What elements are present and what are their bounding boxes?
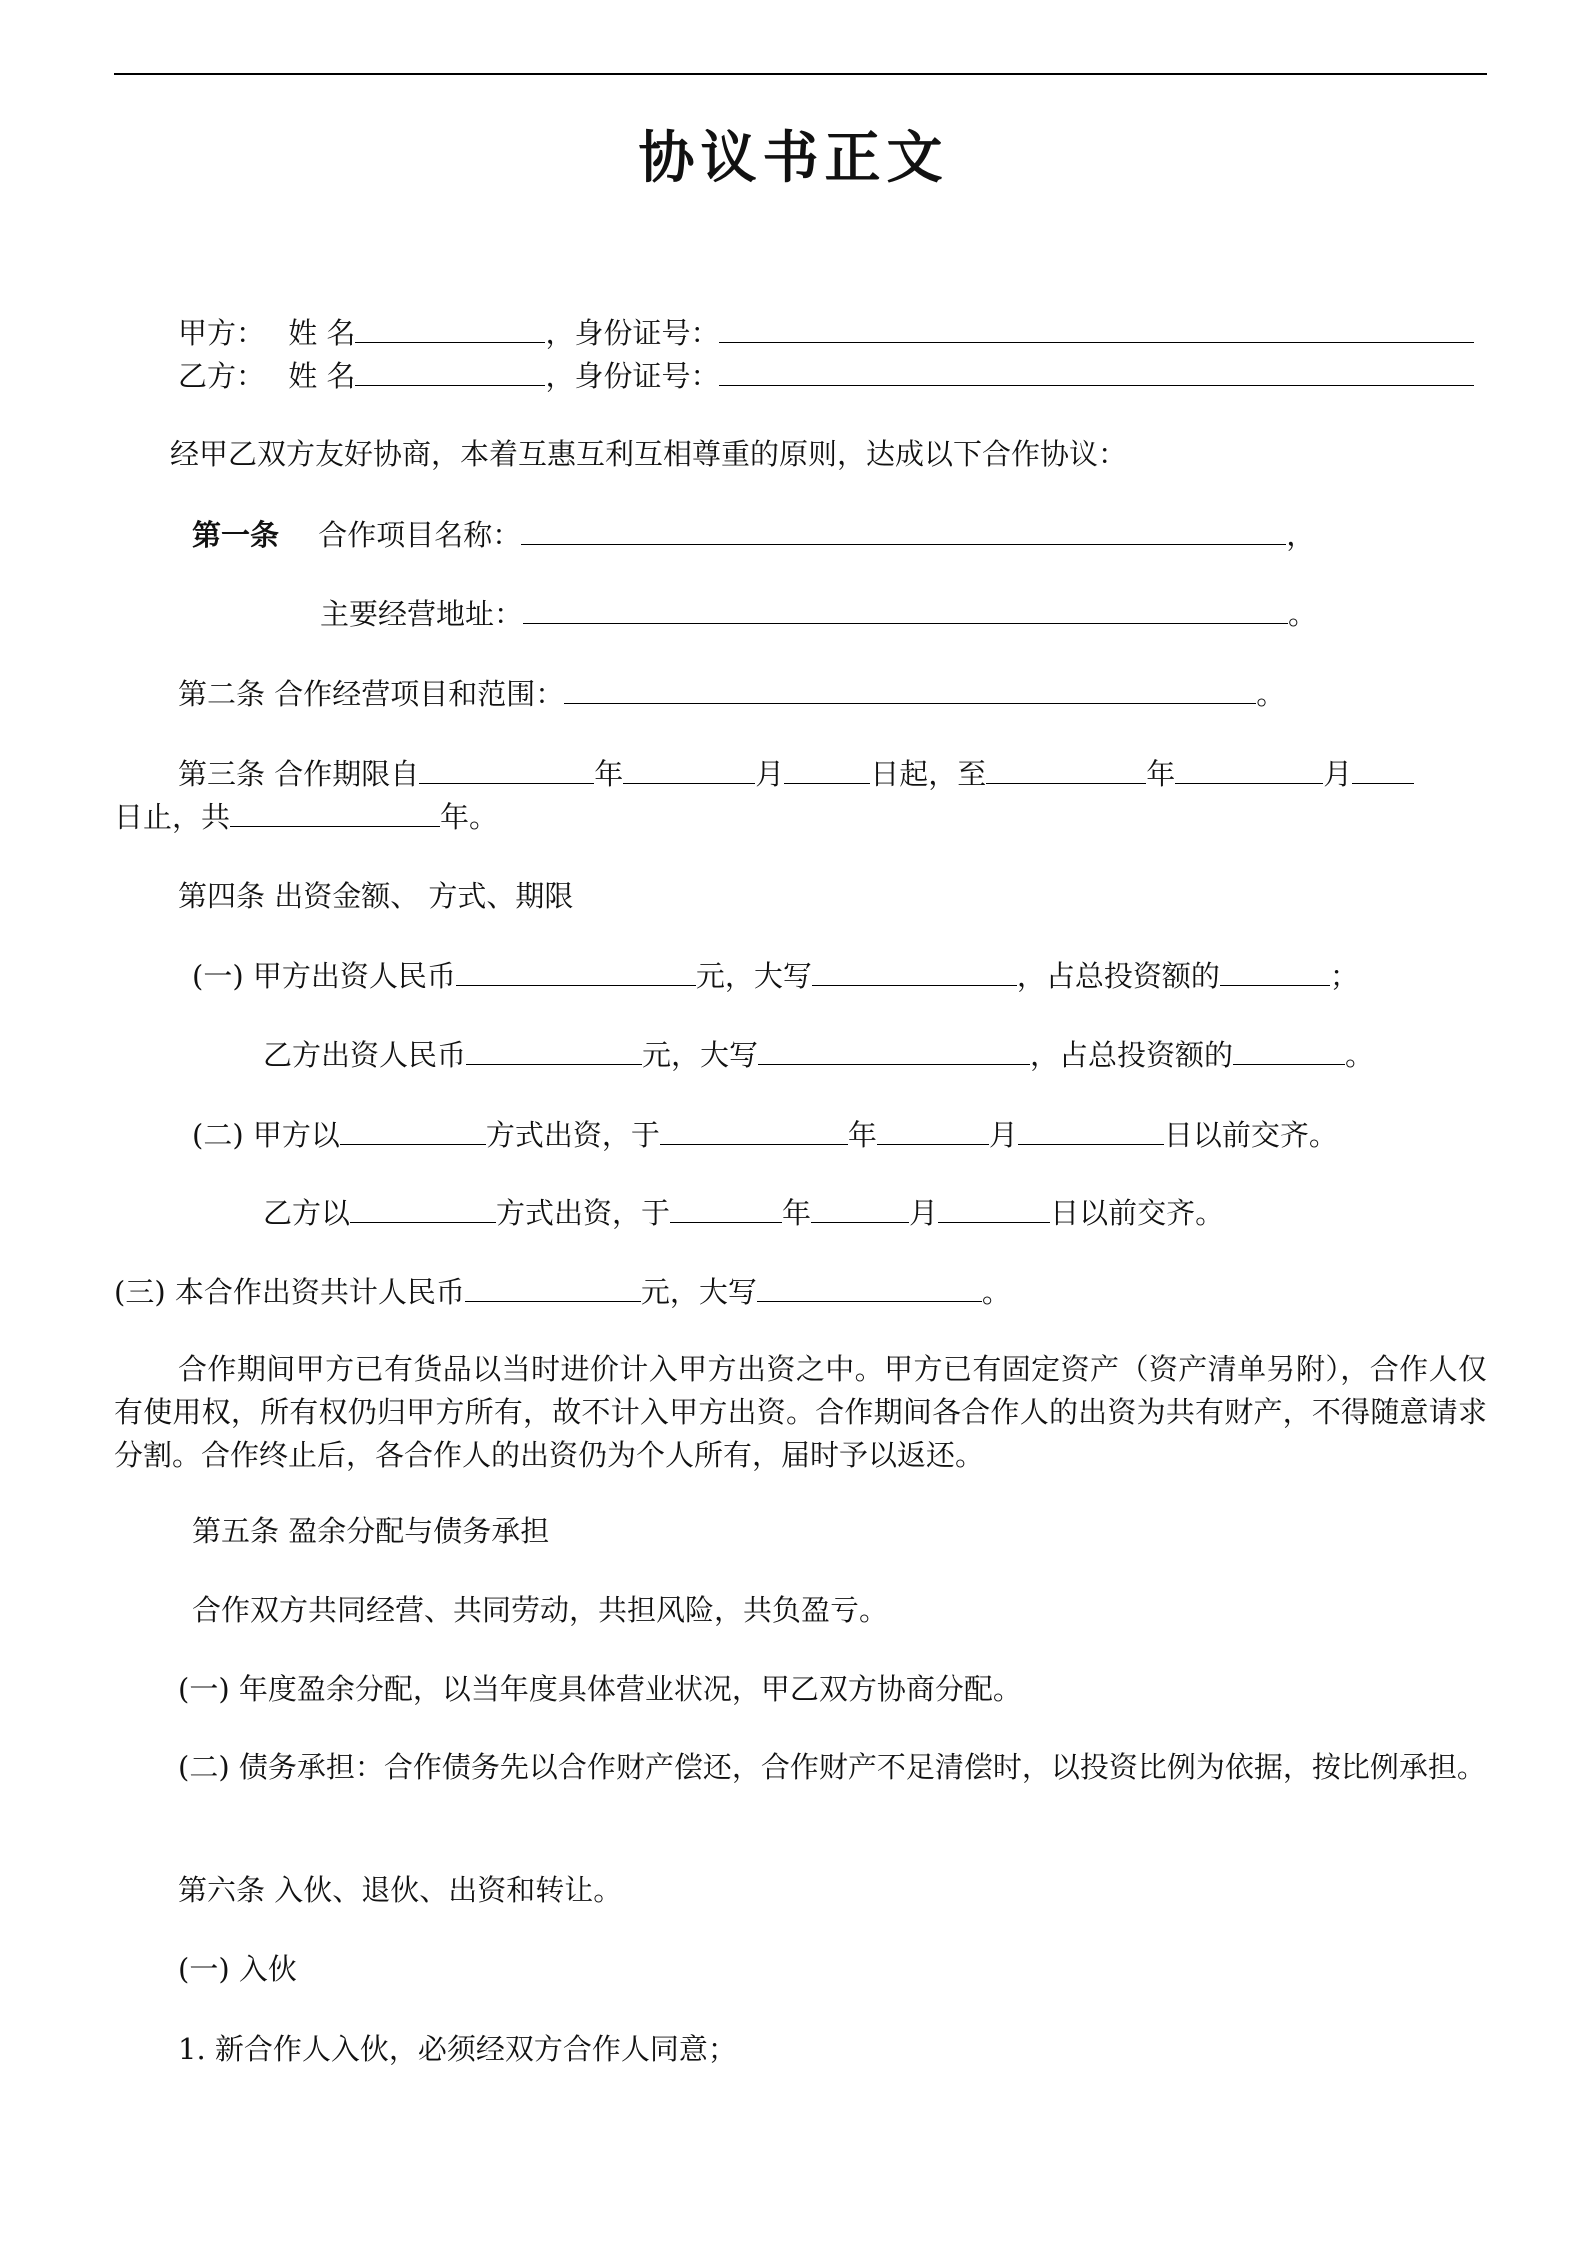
party-b-line: [178, 355, 1474, 396]
scope-field[interactable]: [564, 673, 1256, 704]
party-a-id-field[interactable]: [719, 312, 1474, 343]
a-share-field[interactable]: [1220, 955, 1330, 986]
end-year-field[interactable]: [986, 753, 1146, 784]
project-name-label: 合作项目名称：: [318, 518, 522, 552]
party-b-name-field[interactable]: [355, 355, 545, 386]
b-method-field[interactable]: [350, 1192, 496, 1223]
article-4-b2: [263, 1192, 1224, 1233]
a-pay-month-field[interactable]: [877, 1114, 989, 1145]
year-label-2: 年: [1146, 757, 1176, 791]
party-a-line: [178, 312, 1474, 353]
day-from-label: 日起，至: [870, 757, 987, 791]
article-2-end: 。: [1256, 677, 1286, 711]
article-1-number: 第一条: [192, 518, 280, 552]
article-6-sub-1: (一) 入伙: [178, 1952, 297, 1986]
m-label-2: 月: [909, 1196, 939, 1230]
a-contrib-label: (一) 甲方出资人民币: [192, 959, 456, 993]
start-year-field[interactable]: [419, 753, 594, 784]
article-3-line-2: [114, 796, 498, 837]
article-5-line-1: 合作双方共同经营、共同劳动，共担风险，共负盈亏。: [192, 1593, 889, 1627]
project-name-end: ，: [1286, 518, 1316, 552]
b-share-field[interactable]: [1233, 1034, 1345, 1065]
yuan-upper-label-2: 元，大写: [642, 1038, 759, 1072]
end-day-field-part[interactable]: [1352, 753, 1414, 784]
address-label: 主要经营地址：: [320, 597, 524, 631]
month-label: 月: [755, 757, 785, 791]
article-6-heading: 第六条 入伙、退伙、出资和转让。: [178, 1873, 623, 1907]
deadline-label-2: 日以前交齐。: [1050, 1196, 1225, 1230]
b-pay-month-field[interactable]: [811, 1192, 909, 1223]
article-4-note: 合作期间甲方已有货品以当时进价计入甲方出资之中。甲方已有固定资产（资产清单另附），合作人仅有使用权，所有权仍归甲方所有，故不计入甲方出资。合作期间各合作人的出资为共有财产，不得随意请求分割。合作终止后，各合作人的出资仍为个人所有，届时予以返还。: [114, 1352, 1487, 1472]
year-label: 年: [594, 757, 624, 791]
party-b-id-label: ，身份证号：: [545, 359, 720, 393]
y-label: 年: [847, 1118, 877, 1152]
a-amount-field[interactable]: [456, 955, 696, 986]
a-method-field[interactable]: [340, 1114, 486, 1145]
article-3-line-1: [178, 753, 1414, 794]
b-pay-day-field[interactable]: [938, 1192, 1050, 1223]
total-amount-upper-field[interactable]: [757, 1271, 982, 1302]
day-to-label: 日止，共: [114, 800, 231, 834]
b-pay-year-field[interactable]: [670, 1192, 782, 1223]
party-a-label: 甲方：: [178, 316, 266, 350]
project-name-field[interactable]: [521, 514, 1286, 545]
a1-end: ；: [1329, 959, 1359, 993]
b-amount-field[interactable]: [466, 1034, 642, 1065]
start-month-field[interactable]: [623, 753, 755, 784]
party-b-label: 乙方：: [178, 359, 266, 393]
article-6-item-1: 1. 新合作人入伙，必须经双方合作人同意；: [178, 2032, 737, 2066]
b-method-label: 乙方以: [263, 1196, 351, 1230]
party-a-name-label: 姓 名: [288, 316, 356, 350]
deadline-label: 日以前交齐。: [1163, 1118, 1338, 1152]
article-4-c: [114, 1271, 1011, 1312]
article-5-item-2: (二) 债务承担：合作债务先以合作财产偿还，合作财产不足清偿时，以投资比例为依据，按比例承担。: [178, 1750, 1486, 1784]
article-5-item-1: (一) 年度盈余分配，以当年度具体营业状况，甲乙双方协商分配。: [178, 1672, 1022, 1706]
method-label-2: 方式出资，于: [496, 1196, 671, 1230]
yuan-upper-label-3: 元，大写: [640, 1275, 757, 1309]
article-4-a2: [263, 1034, 1374, 1075]
total-amount-field[interactable]: [465, 1271, 641, 1302]
a-method-label: (二) 甲方以: [192, 1118, 340, 1152]
intro-text: 经甲乙双方友好协商，本着互惠互利互相尊重的原则，达成以下合作协议：: [170, 437, 1128, 471]
share-label: ，占总投资额的: [1016, 959, 1220, 993]
total-contrib-label: (三) 本合作出资共计人民币: [114, 1275, 465, 1309]
article-4-a1: [192, 955, 1359, 996]
month-label-2: 月: [1323, 757, 1353, 791]
share-label-2: ，占总投资额的: [1030, 1038, 1234, 1072]
a-pay-day-field[interactable]: [1018, 1114, 1164, 1145]
article-1-line-1: [192, 514, 1315, 555]
party-b-name-label: 姓 名: [288, 359, 356, 393]
y-label-2: 年: [782, 1196, 812, 1230]
article-5-heading: 第五条 盈余分配与债务承担: [192, 1514, 550, 1548]
a-pay-year-field[interactable]: [660, 1114, 848, 1145]
total-years-field[interactable]: [230, 796, 440, 827]
end-month-field[interactable]: [1175, 753, 1323, 784]
yuan-upper-label: 元，大写: [695, 959, 812, 993]
a-amount-upper-field[interactable]: [812, 955, 1017, 986]
b-contrib-label: 乙方出资人民币: [263, 1038, 467, 1072]
c-end: 。: [981, 1275, 1011, 1309]
start-day-field[interactable]: [784, 753, 870, 784]
address-field[interactable]: [523, 593, 1288, 624]
article-2-line: [178, 673, 1285, 714]
article-1-line-2: [320, 593, 1317, 634]
party-a-name-field[interactable]: [355, 312, 545, 343]
document-title: 协议书正文: [638, 125, 949, 191]
article-4-heading: 第四条 出资金额、 方式、期限: [178, 879, 574, 913]
party-a-id-label: ，身份证号：: [545, 316, 720, 350]
a2-end: 。: [1345, 1038, 1375, 1072]
header-rule: [114, 73, 1487, 75]
m-label: 月: [988, 1118, 1018, 1152]
b-amount-upper-field[interactable]: [758, 1034, 1030, 1065]
party-b-id-field[interactable]: [719, 355, 1474, 386]
article-4-b1: [192, 1114, 1338, 1155]
article-2-text: 第二条 合作经营项目和范围：: [178, 677, 565, 711]
term-start-label: 第三条 合作期限自: [178, 757, 420, 791]
method-label: 方式出资，于: [485, 1118, 660, 1152]
years-label: 年。: [440, 800, 499, 834]
address-end: 。: [1288, 597, 1318, 631]
